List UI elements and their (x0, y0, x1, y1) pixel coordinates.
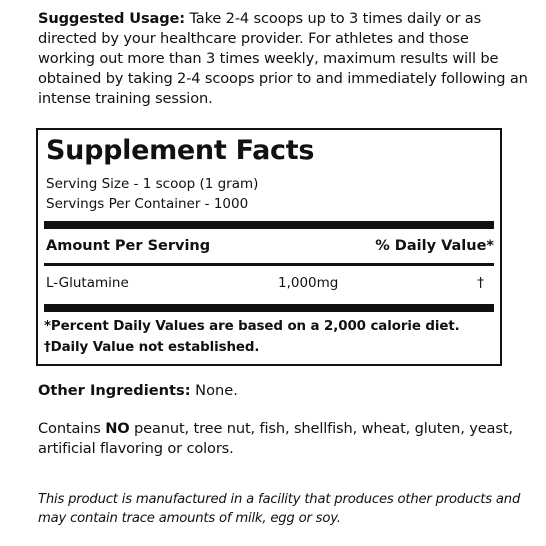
thick-divider-bottom (44, 304, 494, 312)
allergen-emphasis: NO (105, 420, 130, 437)
daily-value-header: % Daily Value* (375, 238, 494, 254)
allergen-text: peanut, tree nut, fish, shellfish, wheat, gluten, yeast, artificial flavoring or colors. (38, 420, 513, 457)
servings-per-container: Servings Per Container - 1000 (46, 196, 249, 212)
nutrient-name: L-Glutamine (46, 275, 129, 291)
suggested-usage-text: Take 2-4 scoops up to 3 times daily or as directed by your healthcare provider. For athletes and those working out more than 3 times weekly, maximum results will be obtained by taking 2-4 scoops prior to and immediately following an intense training session. (38, 10, 528, 107)
facility-disclaimer: This product is manufactured in a facility that produces other products and may contain trace amounts of milk, egg or soy. (38, 492, 521, 526)
nutrient-amount: 1,000mg (278, 275, 339, 291)
medium-divider (44, 263, 494, 266)
suggested-usage (38, 9, 528, 109)
other-ingredients (38, 381, 238, 401)
serving-size: Serving Size - 1 scoop (1 gram) (46, 176, 259, 192)
allergen-statement (38, 419, 518, 459)
other-ingredients-text: None. (190, 382, 238, 399)
thick-divider (44, 221, 494, 229)
footnote-daily-values: *Percent Daily Values are based on a 2,000 calorie diet. (44, 319, 460, 334)
allergen-prefix: Contains (38, 420, 106, 437)
footnote-not-established: †Daily Value not established. (44, 340, 260, 355)
supplement-facts-panel (36, 128, 502, 366)
amount-per-serving-header: Amount Per Serving (46, 238, 211, 254)
nutrient-daily-value: † (477, 275, 484, 291)
other-ingredients-label: Other Ingredients: (38, 382, 191, 399)
facts-title: Supplement Facts (46, 135, 315, 166)
suggested-usage-label: Suggested Usage: (38, 10, 185, 27)
